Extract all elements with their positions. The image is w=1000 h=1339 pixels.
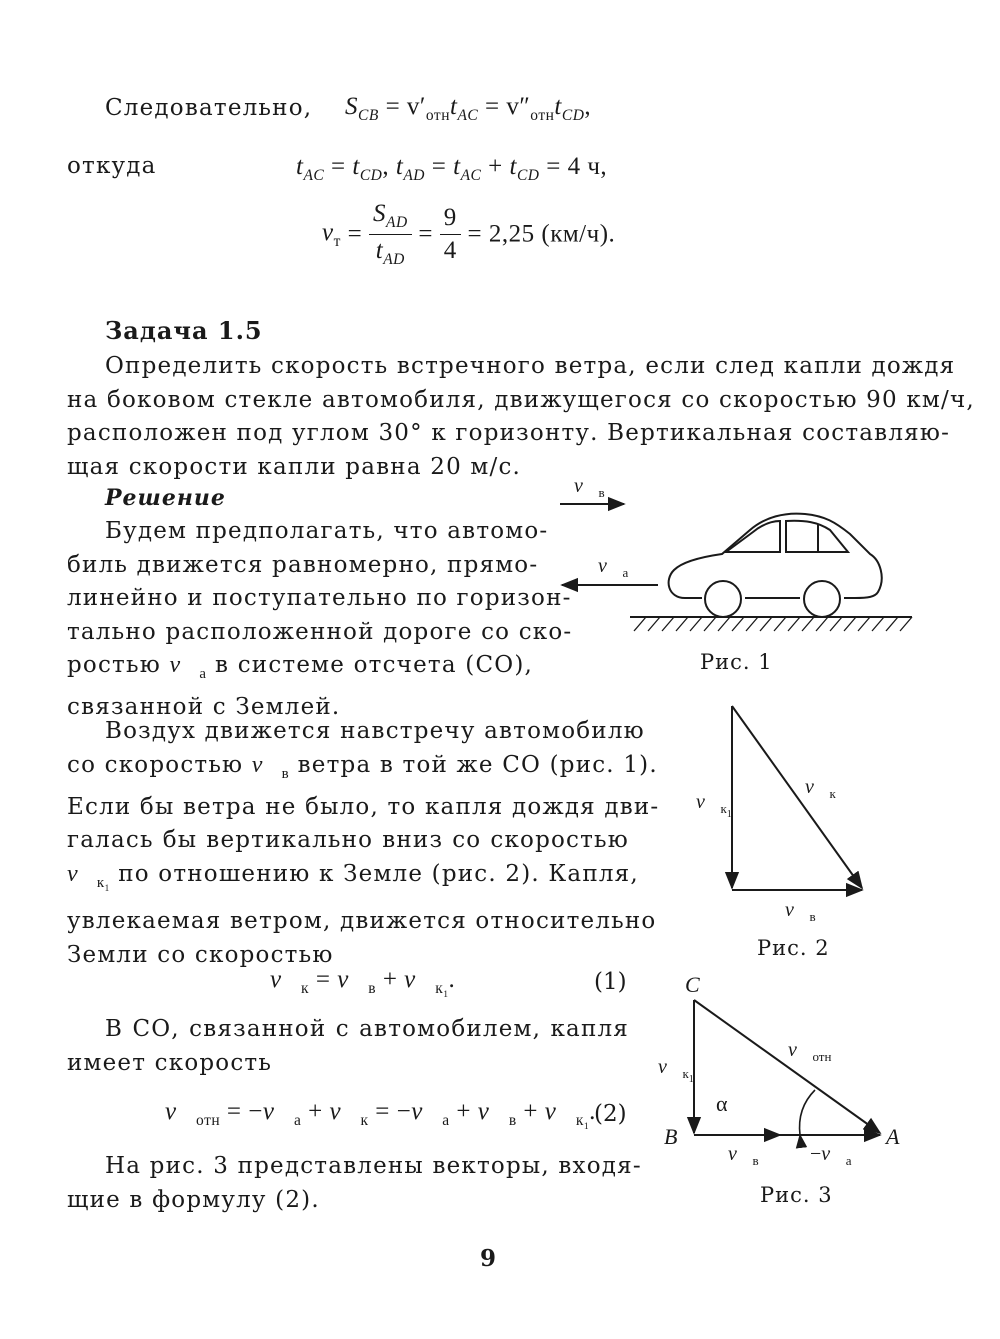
solution-paragraph-3 [67,1013,629,1080]
paragraph-line: связанной с Землей. [67,694,341,721]
label-minus-va: $-v⃗_а$ [810,1143,852,1168]
consequently-word: Следовательно, [105,95,313,121]
label-v-v: $v⃗_в$ [574,475,605,500]
statement-line: расположен под углом 30° к горизонту. Вертикальная составляю- [67,420,951,446]
paragraph-line: тально расположенной дороге со ско- [67,618,573,645]
figure-1-caption: Рис. 1 [700,650,773,674]
vector-vk-arrow [732,706,862,888]
paragraph-line: Будем предполагать, что автомо- [105,518,549,544]
problem-statement [67,350,975,484]
solution-paragraph-4 [67,1150,642,1217]
equation-2-number: (2) [594,1101,627,1127]
equation-1: $v_к = v_в + v_{к_1}$. [270,966,456,1001]
label-vk1: $v⃗_{к1}$ [658,1056,694,1085]
equation-2: $v_{отн} = -v_а + v_к = -v_а + v_в + v_{к_1}$. [165,1098,596,1133]
equation-s-cb: $S_{CB} = v'_{отн}t_{AC} = v''_{отн}t_{CD}$, [345,93,592,124]
label-vk1: $v⃗_{к1}$ [696,791,732,820]
label-votn: $v⃗_{отн}$ [788,1039,832,1064]
equation-v-t: $v_т$ = $\frac{S_{AD}}{t_{AD}}$ = $\frac{9}{4}$ = 2,25 (км/ч). [322,200,616,268]
point-a-label: A [886,1124,900,1149]
page-number: 9 [480,1245,497,1272]
figure-2-velocity-triangle [690,698,890,936]
paragraph-line: увлекаемая ветром, движется относительно [67,908,657,935]
figure-2-caption: Рис. 2 [757,936,830,960]
paragraph-line: со скоростью $v_в$ ветра в той же СО (рис. 1). [67,751,658,782]
paragraph-line: Воздух движется навстречу автомобилю [105,718,645,744]
point-b-label: B [664,1124,678,1149]
car-rear-wheel [804,581,840,617]
figure-3-caption: Рис. 3 [760,1183,833,1207]
equation-1-number: (1) [594,969,627,995]
statement-line: щая скорости капли равна 20 м/с. [67,453,522,480]
figure-3-relative-velocity-triangle [650,968,920,1178]
problem-title: Задача 1.5 [105,316,263,345]
car-body [669,514,882,598]
label-vv: $v⃗_в$ [785,899,816,924]
paragraph-line: В СО, связанной с автомобилем, капля [105,1016,629,1042]
paragraph-line: имеет скорость [67,1049,273,1076]
point-c-label: C [685,972,700,997]
solution-paragraph-2 [67,715,660,972]
angle-alpha-arc [800,1090,815,1135]
paragraph-line: биль движется равномерно, прямо- [67,551,539,578]
figure-1-car-diagram [550,470,920,650]
angle-alpha-label: α [716,1091,728,1116]
paragraph-line: щие в формулу (2). [67,1186,320,1213]
whence-word: откуда [67,153,157,179]
solution-heading: Решение [105,485,226,511]
label-vk: $v⃗_к$ [805,776,836,801]
paragraph-line: Земли со скоростью [67,941,334,968]
equation-t-ad: $t_{AC} = t_{CD}$, $t_{AD} = t_{AC} + t_{CD} = 4$ ч, [296,153,608,184]
label-v-a: $v⃗_а$ [598,555,629,580]
vector-v-v: $v_в$ [251,751,290,782]
car-front-window [726,521,780,552]
solution-paragraph-1 [67,515,573,725]
paragraph-line: На рис. 3 представлены векторы, входя- [105,1153,642,1179]
road-hatching [634,617,912,631]
paragraph-line: ростью $v_а$ в системе отсчета (СО), [67,652,534,682]
car-front-wheel [705,581,741,617]
statement-line: Определить скорость встречного ветра, если след капли дождя [105,353,956,379]
statement-line: на боковом стекле автомобиля, движущегося со скоростью 90 км/ч, [67,386,975,413]
paragraph-line: галась бы вертикально вниз со скоростью [67,827,629,854]
paragraph-line: $v_{к_1}$ по отношению к Земле (рис. 2). Капля, [67,860,639,893]
vector-v-k1: $v_{к_1}$ [67,860,110,893]
vector-v-a: $v_а$ [169,652,207,682]
paragraph-line: Если бы ветра не было, то капля дождя дви- [67,793,660,820]
paragraph-line: линейно и поступательно по горизон- [67,585,572,611]
label-vv: $v⃗_в$ [728,1143,759,1168]
